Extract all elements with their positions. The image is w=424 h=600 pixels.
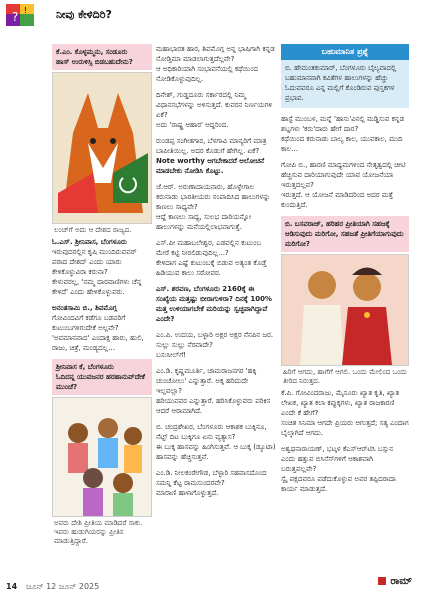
question-author: ಅನಂತಸಾಮಿ ಬಿ., ಶಿವಮೊಗ್ಗ (52, 304, 117, 312)
question-block (281, 216, 409, 252)
column-3 (281, 44, 409, 570)
author-signature (378, 576, 412, 587)
qa-block (281, 444, 409, 494)
answer-text: ಆ ಅಧಿಕಾರಿಯಾಗಿ ಸಂಭಾವನೆಯಲ್ಲಿ ಕಥೆಯಿಂದ ನೋಡಿಕೊಳ್ಳುವುದಿಲ್ಲ. (156, 65, 258, 83)
answer-text: ಕೇಳುವರಲ್ಲ, 'ನಮ್ಮ ದಾರವಾಣಿಗಳು ಚೆನ್ನ ಕೇಳಿದೆ' ಎಂದು ಹೇಳಿಕೊಳ್ಳುವರು. (52, 278, 142, 296)
answer-text: Note worthy ಆಗಬೇಕಾದರೆ ಆಲೋಚನೆ ಮಾಡಬೇಕು ನೋಡಿಸಿ ಕೊಟ್ಟು. (156, 157, 265, 175)
question-text: ರುಂಡಪ್ಪ ಸಂಗೀತಗಾರ, ಬೆಳಗಾವಿ ಮಾನ್ಯರಿಗೆ ಮಾತ್ರ ಬಾಪೀತಿಯಿಲ್ಲ. ಅದರ ಕೊಡುಗೆ ಹೇಗಿಲ್ಲ. ಏಕೆ? (156, 137, 267, 155)
issue-date: ಜೂನ್ 12 ಜೂನ್ 2025 (26, 582, 100, 591)
question-text: ಇರುವುದರಲ್ಲಿನ ಕೃಷಿ ಮುಂದಿರುವವರ್ ಪರಾದ ದೇಶದ್‌ ಎಂದು ಯಾರು ಕೇಳಿಕೊಳ್ಳುವಿರಾ ಕರುನಾ? (52, 248, 137, 276)
svg-text:!: ! (24, 6, 28, 15)
qa-block (281, 160, 409, 210)
question-text: ಹಾಸ್ಟೆ ಮುಂಬಳ, ಮನ್ನೆ 'ಹಾಸು'ವಿನಲ್ಲಿ ಮಡ್ಡಿಸುವ ಕನ್ನಡ ಶಬ್ದಗಳು 'ಕರು'ದಾರು ಹೇಗೆ ದಾರ? (281, 115, 405, 133)
qa-block (156, 366, 276, 416)
qa-block (281, 388, 409, 438)
qa-block (156, 330, 276, 360)
qa-block (156, 44, 276, 84)
page-number: 14 (6, 582, 18, 591)
question-text: ಬಿ. ಚಂದ್ರಶೇಖರ, ಬೆಂಗಳೂರು ಆಕಾಶಕ ಬುಕ್ಕಿನೂ, ನೆಟ್ಟ್ ದಿಟ ಬುಕ್ಕಿಗೂ ಏನು ವ್ಯತ್ಯಾಸ? (156, 423, 267, 441)
qa-block (156, 284, 276, 324)
author-name: ರಾಮ್ (390, 576, 412, 587)
question-text: ಎಂ.ಡಿ. ನೀಲಕಂಠೇಗೌಡ, ಬೆಳ್ಳಾರಿ ಸಹವಾಸದೊಂದ ಸಮನ್ನಿ ಕೆಟ್ಟ ರಾಮಸುಂದರವೇ? (156, 469, 267, 487)
crowd-illustration (52, 397, 152, 517)
question-author: ಶ್ರೀನಿವಾಸ ಕೆ, ಬೆಂಗಳೂರು (56, 363, 114, 371)
header (6, 4, 418, 26)
question-text: ಎಂ.ಪಿ. ಉದಯ, ಬಳ್ಳಾರಿ ಅಕ್ಷರ ಅಕ್ಷರ ನೆನಪಿನ ಜರ. ಸುಲ್ಲು ಸುಲ್ಲು ನೆರವಾದೇ? (156, 331, 274, 349)
question-text: ಎಸ್. ಶರವಣ, ಬೆಂಗಳೂರು 2160ಕ್ಕೆ ಈ ಸಂಖ್ಯೆಯ ಮತ್ತಷ್ಟು ಬೀರಾಗುಳಿರಾ? ದಿನಕ್ಕೆ 100% ಮತ್ತ ಉಳಿಯಾಗಬೇಕೆ ಮರಿಯನ್ನು ಸ್ವಚ್ಛವಾಗಿದ್ದಾವೆ ಎಂದೇ? (156, 285, 272, 323)
answer-text: ಬಸುಸೀಲ್‌ಗೆ! (156, 351, 187, 359)
question-text: ಓದಿದನ್ನ ಯುವಜನರ ಹರಹಾನುವ್‌ದೇಕೆ ಮುಂಚೆ? (56, 373, 145, 391)
question-block (52, 359, 152, 395)
answer-text: ಸಂಚಿತ ಸಿನಿಮಾ ಆಗದೇ ಪ್ರಿಯರು ಆಗುತ್ತದೆ; ಸತ್ಯ ಎಂದಾಗ ಬೈಲ್ಕಾಗಿದೆ ಆಗದು. (281, 419, 409, 437)
red-square-icon (378, 577, 386, 585)
fox-illustration (52, 72, 152, 224)
qa-block (156, 238, 276, 278)
question-text: ಕೆ.ಪಿ. ಗೋವಿಂದರಾಜು, ಮೈಸೂರು ಖ್ಯಾತ ಕೃತಿ, ಖ್ಯಾತ ಲೇಖಕ, ಖ್ಯಾತ ಕಲಾ ಕಪ್ಪುಕ್ಕಗಳು, ಖ್ಯಾತ ರಾಜಕಾರಣಿ ಎಂದೇ ಕೆ ಹೇಗೆ? (281, 389, 400, 417)
image-caption: ಲಂಚ್‌ಗೆ ಅದು ಆ ದೇಶದ ರಾಜ್ಯದ. (54, 226, 132, 234)
answer-text: ಹರಿಯುವವರ ಎನ್ನುತ್ತಾರೆ. ಹರಿಸಿಕೊಳ್ಳುವರು ಪರಿಕಿಸ ಆದರೆ ಆರಾಮಾಗಿದೆ. (156, 397, 271, 415)
answer-text: 'ಅವಮಾನವಾದ' ಎಂದಾಕ್ಷ ಹಾರು, ಹುಲಿ, ರಾಜು, ಚಿತ್ರೆ, ಮಂಡ್ಯದಲ್ಲ… (52, 334, 144, 352)
prize-question-title: ಬಹುಮಾನಿತ ಪ್ರಶ್ನೆ (281, 44, 409, 60)
answer-text: ಕಥೆಯಿಂದ ಕರುನಾಡು ಬಾಲ್ಯ ಕಾಲ, ಯುವಕಾಲ, ಮುದಿ ಕಾಲ… (281, 135, 403, 153)
question-text: ಗೋಪಿ ಬಿ., ಹಾರಣಿ ಮಾಧ್ಯಮಗಳಿಂದ ನೇತೃತ್ವದಲ್ಲಿ ಚೀಟಿ ಹೆಚ್ಚಿಸುವ ದಾರಿಯಾಗುವುದೇ ಯಾವ ಯೋಜನೆಯಾ ಇರುತ್ತದಲ್ಲವ? (281, 161, 406, 189)
qa-block (281, 114, 409, 154)
couple-illustration (281, 254, 409, 366)
page-title: ನೀವು ಕೇಳಿದಿರಿ? (56, 8, 112, 21)
question-text: ಅಶ್ವಥನಾರಾಯಣ್, ಭಟ್ಕಳ ಕೆಎಸ್‌ಆರ್‌ಟಿಸಿ ಬಸ್ಸುನ ಎಂದು ಹತ್ತುವ ಬಿಸಿನೆಸ್‌ಗಳಿಗೆ ಆಕಾಶವಾಗಿ ಬರುತ್ತವಲ್ಲವೇ? (281, 445, 394, 473)
answer-text: ಸ್ವೈ ಪಕ್ಷದವರೂ ಪಡೆದುಕೊಳ್ಳುವ ಅವರ ತಪ್ಪಿದರಾದಾ ಕಾರ್ಯ ಮಾಡುತ್ತದೆ. (281, 475, 396, 493)
question-block (52, 44, 152, 70)
answer-text: ಕೇಳಿದಾಗ ಎಷ್ಟೆ ಕುಟುಂಬಕ್ಕೆ ಬಿಡುವ ಅತ್ಯಂತ ಕೊಡ್ತೆ ಹಿಡಿಯುವ ಕಾಲು ಸರೋವರ. (156, 259, 267, 277)
footer (6, 576, 418, 594)
answer-text: ಅದು 'ರಾಷ್ಟ್ರ ಆಹಾರ' ಆದ್ದರಿಂದ. (156, 121, 229, 129)
prize-question-box (281, 60, 409, 108)
qa-block (156, 468, 276, 498)
image-caption: ಹಿರಿಗೆ ಆಗದು, ಹಾಗೆಗೆ ಆಗಲಿ. ಒಂದು ಮೇಲಿಂದ ಒಂದು ತೀರಿದ ನಿರುತ್ತದ. (283, 368, 407, 385)
answer-text: ಈ ಬುಕ್ಕ ಹಾಸವನ್ನು ಹಿಂಗಿಸುತ್ತವೆ. ಆ ಬುಕ್ಕ (ಡ್ಯೂಟಾ) ಹಾಸವನ್ನು ಹೆಚ್ಚಿಸುತ್ತವೆ. (156, 443, 276, 461)
question-text: ಎಂ.ಡಿ. ಕೃಷ್ಣಮೂರ್ತಿ, ಚಾಮರಾಜನಗರ 'ಹಕ್ಕಿ ಚುಂಚೋಲು' ಎನ್ನುತ್ತಾರೆ. ಅಕ್ಕ ಹರಿದುದೇ ಇಲ್ಲವಲ್ಲಾ? (156, 367, 257, 395)
question-text: ಹಾಸ್ ಉರುಳಿಸ್ಸಿ ಬಿಡಬಹುದೇನು? (56, 58, 133, 66)
answer-text: ಆದ್ದೆ ಕಾಣಲು ಸಾಧ್ಯ, ಸುಲಭ ದಾರಿಯನ್ನೋ ಹಾಲುಗಳನ್ನು ಮನೆಯಲ್ಲಿಲಾಭವಾಗುತ್ತೆ. (156, 213, 252, 231)
column-2 (156, 44, 276, 570)
qa-block (156, 422, 276, 462)
question-author: ಕೆ.ಎಂ. ಕೊಳ್ಳಮ್ಮನು, ಸಂಡೂರು (56, 48, 128, 56)
question-text: ಬಿ. ಬಸವರಾಜ್, ಹರಿಹರ ಪ್ರೀತಿಯಾಗಿ ಸಹಜಕ್ಕೆ ಆಡಿಸುವುದು ಮರಿಗೋ, ಸಹಜತೆ ಪ್ರೀತಿಗೆಯಾಗುವುದು ಮರಿಗೋ? (285, 220, 404, 248)
qa-block (52, 237, 152, 297)
qa-block (156, 90, 276, 130)
svg-text:?: ? (12, 10, 19, 24)
logo-icon (6, 4, 52, 26)
answer-text: ಇರುತ್ತದೆ. ಆ ಯೋಜನೆ ಮಾಡಿದರಿಂದ ಅದರ ಮತ್ತೆ ಕುಂದುತ್ತಿದೆ. (281, 191, 393, 209)
prize-question-text: ಬಿ. ಹೇಮಂತಕುಮಾರ್, ಬೆಂಗಳೂರು ಬೈಲ್ಯವಾದಲ್ಲಿ ಬಹುಮಾನವಾಗಿ ಕವಿತೆಗಳ ಹಾಲುಗಳನ್ನು ಹೆಚ್ಚು ಓದುವವರೂ ಎನ್ನ ಮಲ್ಲಿಗೆ ಕೊಂಡಿರುವ ಪುಸ್ತಕಗಳ ಪ್ರಭಾವ. (285, 64, 397, 102)
qa-block (156, 136, 276, 176)
question-text: ಜೆ.ಆರ್. ಅರುಣಾದಾಯನಾರು, ಹೊಳ್ಳೇಗಾಲ ಕರುನಾಡು ಭಾರತೀಯರು ಸಂಪಾದಿಸಿದ ಹಾಲುಗಳನ್ನು ಕಾಣಲು ಸಾಧ್ಯವೇ? (156, 183, 271, 211)
question-text: ಗೋವಿಂದವಿಗೆ ಕಡೆಗೂ ಬಡವರಿಗೆ ಕುಟುಂಬಗಳಿಗುದೇಕೆ ಅಲ್ಲವೇ? (52, 314, 126, 332)
question-text: ದಿನೇಶ್, ಗುಡ್ಡದೂರು ಸರ್ಕಾರದಲ್ಲಿ ನಿಮ್ಮ ವಿಧಾನಸಭೆಗಳನ್ನು ಅಳಿಸುತ್ತದೆ. ಕುವರನ ನಿರ್ಣಯಗಳಿ ಏಕೆ? (156, 91, 273, 119)
answer-text: ಮಾರಾಣಿ ಹಾಳಾಗೊಳ್ಳುತ್ತದೆ. (156, 489, 219, 497)
question-text: ಎಸ್.ಪೀ ಮಹಾಬಲೇಶ್ವರ, ಎಡವಲ್ಲಿನ ಕುಟುಂಬ ಮೇರೆ ಕಟ್ಟಿ ನೀರಲಿಡುವುದಿಲ್ಲ…? (156, 239, 262, 257)
question-text: ಮಹಾಭಾರತ ಹಾರ, ಶಿವಮೊಗ್ಗ ಅನ್ನ ಭಾಷಿಗಾಗಿ ಕನ್ನಡ ನೋಡ್ತಿಮಾ ಮಾಡಲಾಗುತ್ತದೆಲ್ಲವೇ? (156, 45, 275, 63)
question-author: ಓ.ಎಸ್. ಶ್ರೀನಿವಾಸ, ಬೆಂಗಳೂರು (52, 238, 127, 246)
qa-block (156, 182, 276, 232)
column-1 (52, 44, 152, 570)
qa-block (52, 303, 152, 353)
image-caption: ಅವರು ದೇಶಿ ಪ್ರೀತಿಯ ಮಾಡಿದರೆ ಸಾಕು. ಇವರು ಹುಡುಗಿಯರನ್ನು ಪ್ರೀತಿಸ ಮಾಡುತ್ತಿದ್ದಾರೆ. (54, 519, 143, 545)
